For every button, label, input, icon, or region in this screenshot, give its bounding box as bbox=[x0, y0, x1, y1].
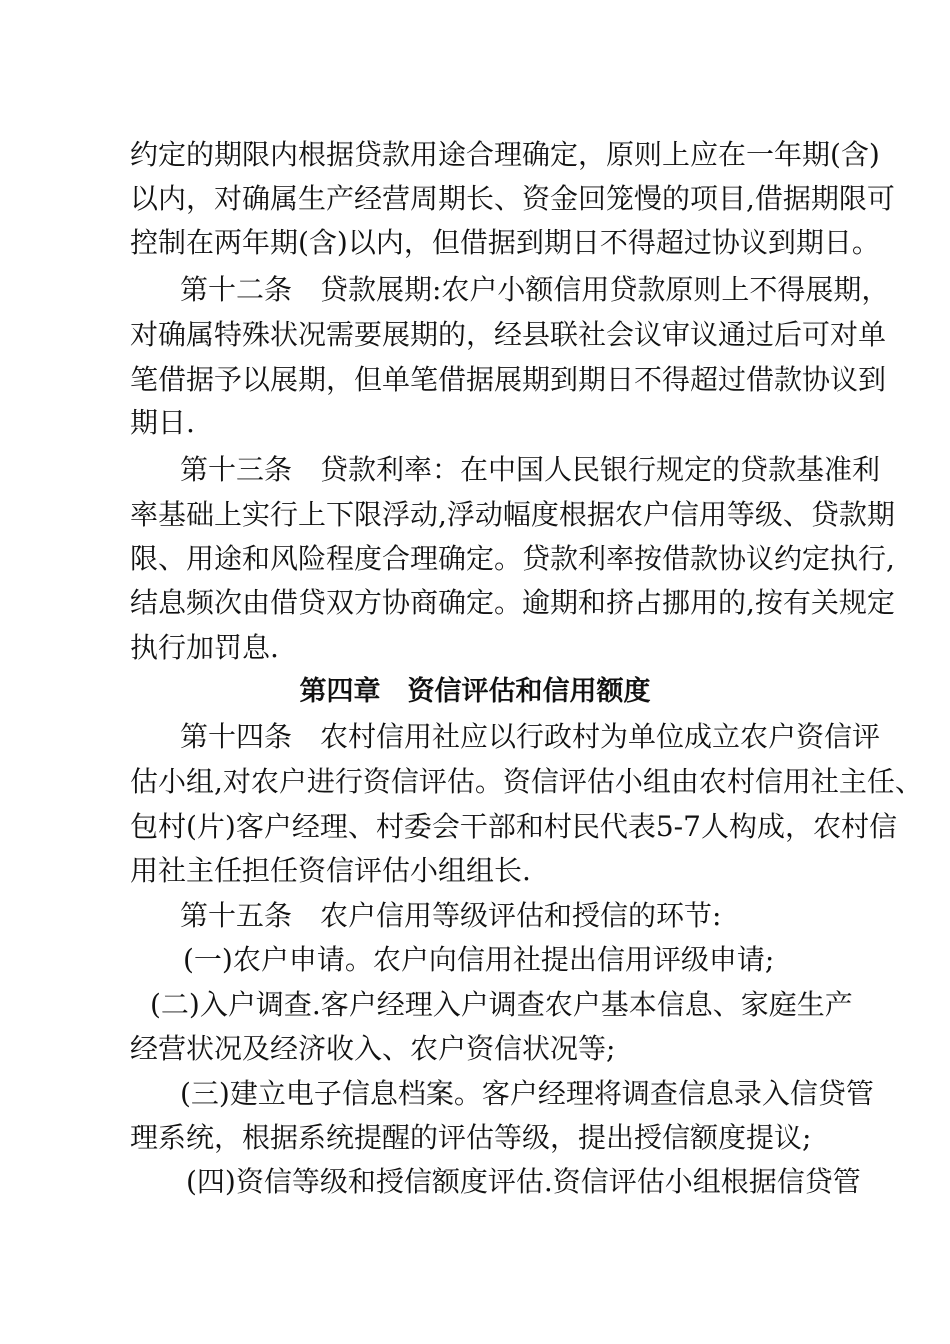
text-line: 约定的期限内根据贷款用途合理确定，原则上应在一年期(含) bbox=[130, 138, 880, 171]
text-line: 包村(片)客户经理、村委会干部和村民代表5-7人构成，农村信 bbox=[130, 810, 897, 843]
text-line: 执行加罚息. bbox=[130, 631, 279, 664]
article-12-first-line: 第十二条 贷款展期:农户小额信用贷款原则上不得展期， bbox=[180, 273, 890, 306]
text-line: 以内，对确属生产经营周期长、资金回笼慢的项目,借据期限可 bbox=[130, 182, 895, 215]
text-line: 理系统，根据系统提醒的评估等级，提出授信额度提议; bbox=[130, 1121, 812, 1154]
text-line: 期日. bbox=[130, 406, 195, 439]
text-line: 率基础上实行上下限浮动,浮动幅度根据农户信用等级、贷款期 bbox=[130, 498, 895, 531]
chapter-heading: 第四章 资信评估和信用额度 bbox=[299, 676, 651, 707]
text-line: 对确属特殊状况需要展期的，经县联社会议审议通过后可对单 bbox=[130, 318, 887, 351]
text-line: 限、用途和风险程度合理确定。贷款利率按借款协议约定执行, bbox=[130, 542, 895, 575]
text-line: 控制在两年期(含)以内，但借据到期日不得超过协议到期日。 bbox=[130, 226, 880, 259]
text-line: 笔借据予以展期，但单笔借据展期到期日不得超过借款协议到 bbox=[130, 363, 887, 396]
list-item-2: (二)入户调查.客户经理入户调查农户基本信息、家庭生产 bbox=[150, 988, 853, 1021]
article-15-first-line: 第十五条 农户信用等级评估和授信的环节: bbox=[180, 899, 722, 932]
article-14-first-line: 第十四条 农村信用社应以行政村为单位成立农户资信评 bbox=[180, 720, 881, 753]
list-item-4: (四)资信等级和授信额度评估.资信评估小组根据信贷管 bbox=[186, 1165, 861, 1198]
text-line: 估小组,对农户进行资信评估。资信评估小组由农村信用社主任、 bbox=[130, 765, 923, 798]
article-13-first-line: 第十三条 贷款利率：在中国人民银行规定的贷款基准利 bbox=[180, 453, 881, 486]
text-line: 用社主任担任资信评估小组组长. bbox=[130, 854, 531, 887]
text-line: 经营状况及经济收入、农户资信状况等; bbox=[130, 1032, 616, 1065]
list-item-3: (三)建立电子信息档案。客户经理将调查信息录入信贷管 bbox=[180, 1077, 874, 1110]
text-line: 结息频次由借贷双方协商确定。逾期和挤占挪用的,按有关规定 bbox=[130, 586, 895, 619]
list-item-1: (一)农户申请。农户向信用社提出信用评级申请; bbox=[183, 943, 775, 976]
